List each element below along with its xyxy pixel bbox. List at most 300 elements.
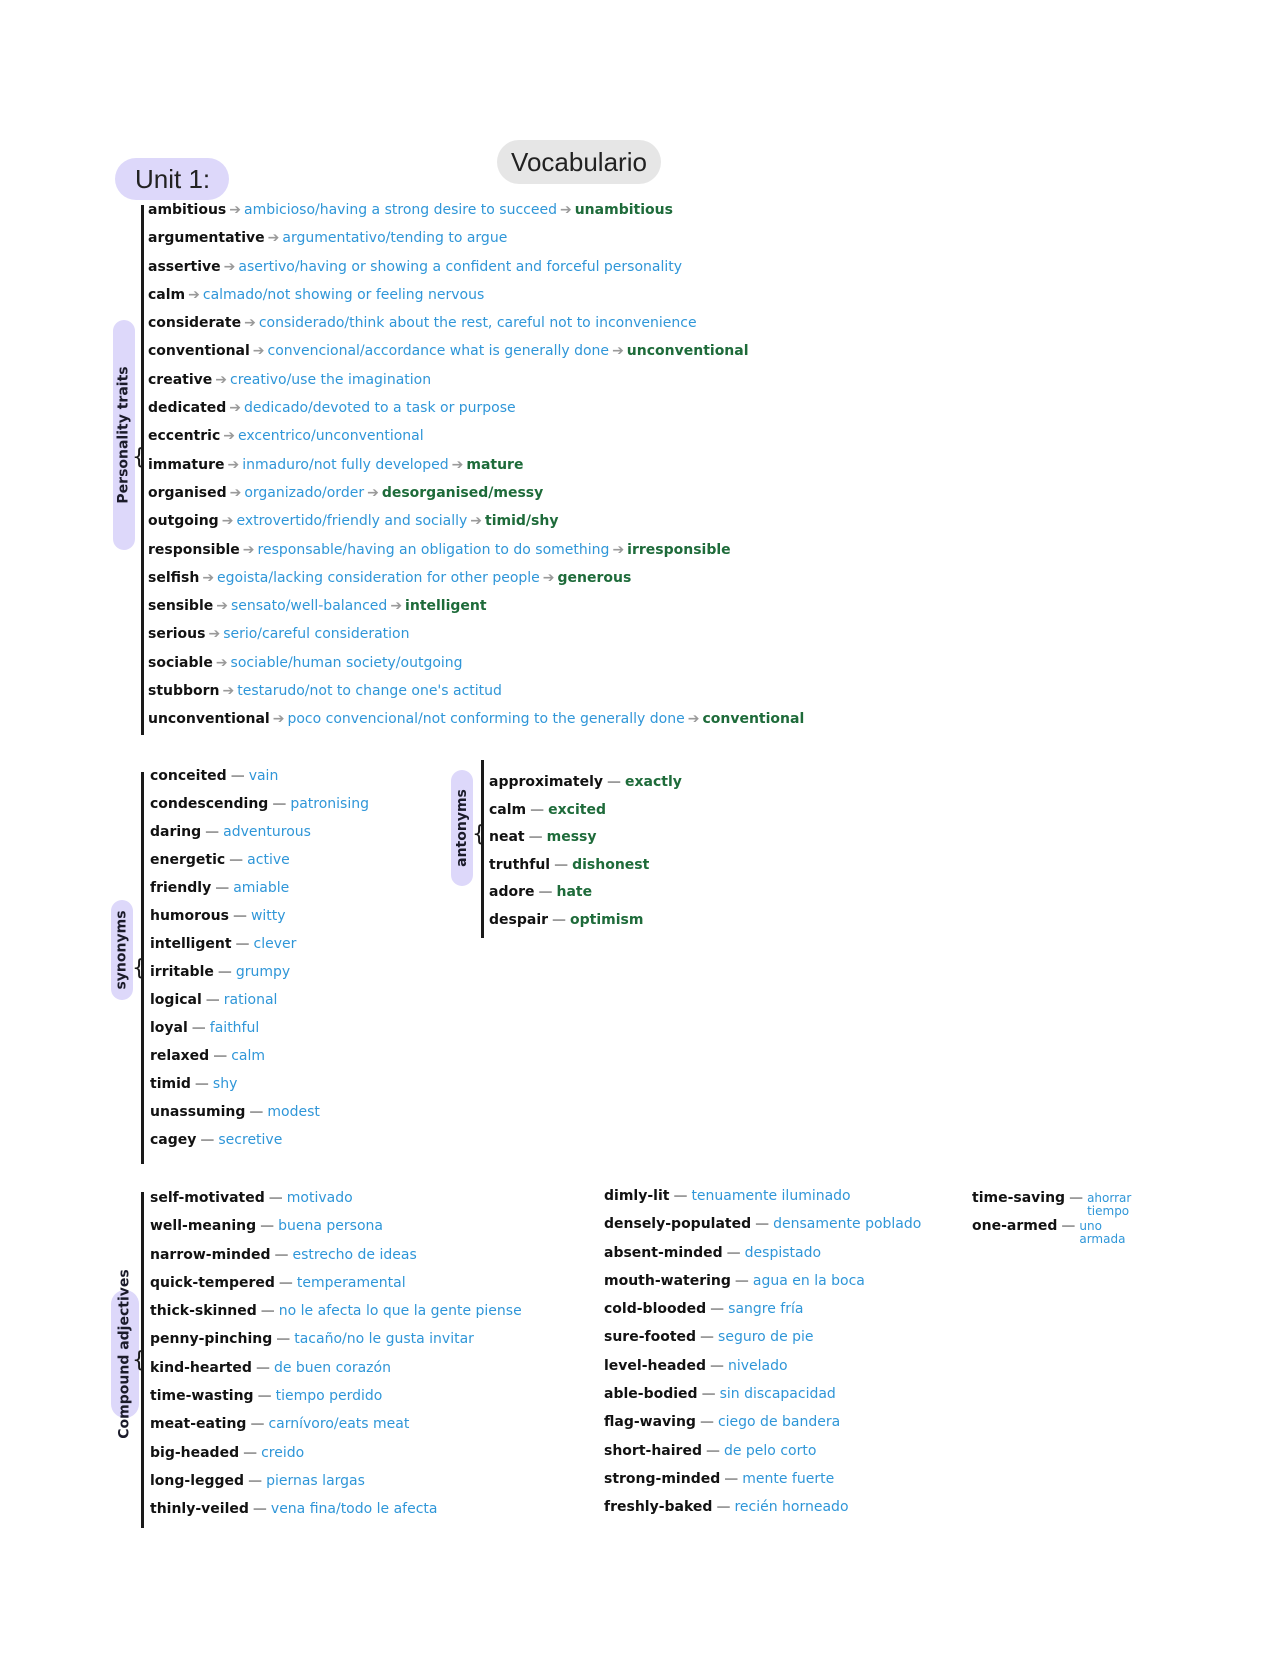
vocab-word: conventional xyxy=(148,343,250,360)
vocab-word: serious xyxy=(148,626,206,643)
vocab-word: energetic xyxy=(150,852,226,868)
definition: sensato/well-balanced xyxy=(230,598,388,615)
antonym: irresponsible xyxy=(627,541,731,558)
section-label-text: antonyms xyxy=(454,789,470,867)
antonym: intelligent xyxy=(405,598,487,615)
vocab-word: able-bodied xyxy=(604,1386,698,1403)
list-item xyxy=(150,1048,369,1076)
dash-separator: — xyxy=(755,1216,770,1233)
definition: recién horneado xyxy=(734,1499,849,1516)
list-item xyxy=(150,1416,522,1444)
vocab-word: unconventional xyxy=(148,711,270,728)
dash-separator: — xyxy=(250,1416,265,1433)
dash-separator: — xyxy=(734,1272,749,1289)
list-item xyxy=(150,824,369,852)
vocab-word: sure-footed xyxy=(604,1329,697,1346)
definition: inmaduro/not fully developed xyxy=(242,456,449,473)
dash-separator: — xyxy=(194,1076,209,1092)
list-item xyxy=(148,711,804,739)
dash-separator: — xyxy=(255,1359,270,1376)
vocab-word: mouth-watering xyxy=(604,1272,731,1289)
list-item xyxy=(148,513,804,541)
arrow-icon: ➔ xyxy=(216,598,228,615)
page-title: Vocabulario xyxy=(497,140,661,184)
antonym: messy xyxy=(546,829,597,845)
arrow-icon: ➔ xyxy=(229,202,241,218)
dash-separator: — xyxy=(699,1414,714,1431)
vocab-word: self-motivated xyxy=(150,1190,265,1206)
definition: ambicioso/having a strong desire to succeed xyxy=(244,202,557,218)
arrow-icon: ➔ xyxy=(229,484,242,501)
definition: despistado xyxy=(744,1244,822,1261)
list-item xyxy=(148,542,804,570)
arrow-icon: ➔ xyxy=(221,513,234,530)
dash-separator: — xyxy=(230,768,245,784)
definition: tiempo perdido xyxy=(275,1388,383,1405)
definition: tenuamente iluminado xyxy=(691,1188,851,1204)
list-item xyxy=(150,796,369,824)
vocab-word: organised xyxy=(148,484,227,501)
definition: serio/careful consideration xyxy=(223,626,410,643)
dash-separator: — xyxy=(528,829,543,845)
list-item xyxy=(604,1301,921,1329)
list-item xyxy=(148,315,804,343)
dash-separator: — xyxy=(724,1470,739,1487)
dash-separator: — xyxy=(726,1244,741,1261)
arrow-icon: ➔ xyxy=(208,626,221,643)
section-label-text: Personality traits xyxy=(116,366,132,504)
list-item xyxy=(604,1414,921,1442)
dash-separator: — xyxy=(243,1444,258,1461)
vocab-word: condescending xyxy=(150,796,269,812)
vocab-word: sociable xyxy=(148,654,213,671)
list-item xyxy=(148,259,804,287)
vocab-word: one-armed xyxy=(972,1218,1058,1235)
unit-label: Unit 1: xyxy=(115,158,229,200)
vocab-word: time-saving xyxy=(972,1190,1066,1206)
compound-list-1 xyxy=(150,1190,522,1530)
list-item xyxy=(489,802,682,830)
list-item xyxy=(972,1218,1131,1246)
dash-separator: — xyxy=(229,852,244,868)
definition: active xyxy=(247,852,290,868)
vocab-word: outgoing xyxy=(148,513,219,530)
definition: creativo/use the imagination xyxy=(230,371,432,388)
list-item xyxy=(489,884,682,912)
dash-separator: — xyxy=(248,1472,263,1489)
definition-line: uno xyxy=(1079,1219,1102,1234)
list-item xyxy=(150,1501,522,1529)
dash-separator: — xyxy=(700,1329,715,1346)
definition: seguro de pie xyxy=(718,1329,814,1346)
antonym: timid/shy xyxy=(485,513,559,530)
vocab-word: thinly-veiled xyxy=(150,1501,249,1518)
list-item xyxy=(148,457,804,485)
definition: tacaño/no le gusta invitar xyxy=(294,1331,474,1348)
definition: creido xyxy=(261,1444,305,1461)
vocab-word: densely-populated xyxy=(604,1216,752,1233)
dash-separator: — xyxy=(278,1274,293,1291)
list-item xyxy=(150,908,369,936)
antonym: exactly xyxy=(625,774,682,790)
definition: carnívoro/eats meat xyxy=(268,1416,410,1433)
antonym: excited xyxy=(548,801,606,818)
arrow-icon: ➔ xyxy=(559,202,572,218)
vocab-word: narrow-minded xyxy=(150,1246,271,1263)
definition: extrovertido/friendly and socially xyxy=(236,513,468,530)
list-item xyxy=(604,1216,921,1244)
list-item xyxy=(150,964,369,992)
list-item xyxy=(150,1473,522,1501)
list-item xyxy=(604,1443,921,1471)
definition: estrecho de ideas xyxy=(292,1246,417,1263)
definition: amiable xyxy=(233,880,290,896)
vocab-word: long-legged xyxy=(150,1472,245,1489)
vocab-word: responsible xyxy=(148,541,240,558)
compound-list-2 xyxy=(604,1188,921,1528)
vocab-word: argumentative xyxy=(148,230,265,247)
dash-separator: — xyxy=(257,1388,272,1405)
dash-separator: — xyxy=(552,911,567,928)
list-item xyxy=(148,570,804,598)
section-brace-traits: { xyxy=(132,445,146,470)
arrow-icon: ➔ xyxy=(188,286,200,303)
vocab-word: flag-waving xyxy=(604,1414,696,1431)
arrow-icon: ➔ xyxy=(229,400,242,417)
dash-separator: — xyxy=(268,1190,283,1206)
definition: vena fina/todo le afecta xyxy=(270,1501,438,1518)
arrow-icon: ➔ xyxy=(227,456,240,473)
vocab-word: humorous xyxy=(150,908,229,924)
definition: de pelo corto xyxy=(723,1442,817,1459)
vocab-word: daring xyxy=(150,824,202,840)
list-item xyxy=(150,1331,522,1359)
list-item xyxy=(150,1303,522,1331)
definition: sociable/human society/outgoing xyxy=(230,654,463,671)
vocab-word: unassuming xyxy=(150,1104,246,1120)
definition: responsable/having an obligation to do something xyxy=(257,541,610,558)
list-item xyxy=(972,1190,1131,1218)
antonym: hate xyxy=(556,884,593,900)
definition xyxy=(1079,1220,1125,1246)
vocab-word: friendly xyxy=(150,880,212,896)
arrow-icon: ➔ xyxy=(242,541,255,558)
vocab-word: time-wasting xyxy=(150,1388,254,1405)
definition: temperamental xyxy=(296,1274,406,1291)
section-label-text: Compound adjectives xyxy=(117,1269,133,1439)
vocab-word: dimly-lit xyxy=(604,1188,670,1204)
vocab-word: loyal xyxy=(150,1020,188,1036)
arrow-icon: ➔ xyxy=(202,569,215,586)
vocab-word: ambitious xyxy=(148,202,227,218)
definition: ciego de bandera xyxy=(717,1414,841,1431)
dash-separator: — xyxy=(191,1020,206,1036)
arrow-icon: ➔ xyxy=(612,343,624,360)
list-item xyxy=(150,992,369,1020)
dash-separator: — xyxy=(213,1048,228,1064)
dash-separator: — xyxy=(607,774,621,790)
dash-separator: — xyxy=(716,1499,731,1516)
dash-separator: — xyxy=(217,964,232,980)
list-item xyxy=(489,857,682,885)
compound-list-3 xyxy=(972,1190,1131,1247)
section-bar-antonyms xyxy=(481,760,484,938)
dash-separator: — xyxy=(274,1246,289,1263)
list-item xyxy=(148,287,804,315)
list-item xyxy=(489,774,682,802)
arrow-icon: ➔ xyxy=(223,428,235,445)
vocab-word: truthful xyxy=(489,856,551,873)
section-brace-compound: { xyxy=(132,1348,146,1373)
vocab-word: selfish xyxy=(148,569,200,586)
dash-separator: — xyxy=(260,1218,275,1235)
list-item xyxy=(604,1386,921,1414)
definition: argumentativo/tending to argue xyxy=(282,230,508,247)
arrow-icon: ➔ xyxy=(542,569,555,586)
dash-separator: — xyxy=(205,992,220,1008)
vocab-word: calm xyxy=(148,286,186,303)
definition: faithful xyxy=(209,1020,260,1036)
vocab-word: eccentric xyxy=(148,428,221,445)
synonyms-list xyxy=(150,768,369,1160)
list-item xyxy=(604,1273,921,1301)
arrow-icon: ➔ xyxy=(451,456,464,473)
definition: convencional/accordance what is generally done xyxy=(267,343,610,360)
list-item xyxy=(604,1471,921,1499)
definition: buena persona xyxy=(278,1218,383,1235)
list-item xyxy=(148,372,804,400)
section-label-text: synonyms xyxy=(114,910,130,990)
definition: adventurous xyxy=(223,824,311,840)
definition: secretive xyxy=(218,1132,283,1148)
list-item xyxy=(150,1218,522,1246)
definition: rational xyxy=(223,992,278,1008)
definition-line: ahorrar xyxy=(1087,1191,1132,1205)
arrow-icon: ➔ xyxy=(390,598,403,615)
list-item xyxy=(150,936,369,964)
arrow-icon: ➔ xyxy=(470,513,482,530)
vocab-word: thick-skinned xyxy=(150,1303,257,1320)
list-item xyxy=(148,626,804,654)
section-bar-traits xyxy=(141,205,144,735)
definition: calmado/not showing or feeling nervous xyxy=(202,286,485,303)
dash-separator: — xyxy=(252,1501,267,1518)
arrow-icon: ➔ xyxy=(222,683,235,700)
dash-separator: — xyxy=(1061,1218,1076,1235)
vocab-word: immature xyxy=(148,456,225,473)
list-item xyxy=(150,1076,369,1104)
arrow-icon: ➔ xyxy=(215,371,227,388)
definition: poco convencional/not conforming to the generally done xyxy=(287,711,685,728)
vocab-word: absent-minded xyxy=(604,1244,723,1261)
definition: piernas largas xyxy=(266,1472,365,1489)
vocab-word: strong-minded xyxy=(604,1470,721,1487)
vocab-word: conceited xyxy=(150,768,227,784)
vocab-word: assertive xyxy=(148,258,221,275)
list-item xyxy=(148,485,804,513)
definition: shy xyxy=(212,1076,238,1092)
definition: asertivo/having or showing a confident and forceful personality xyxy=(238,258,683,275)
section-label-synonyms xyxy=(111,900,133,1000)
arrow-icon: ➔ xyxy=(687,711,700,728)
list-item xyxy=(150,1247,522,1275)
list-item xyxy=(604,1358,921,1386)
dash-separator: — xyxy=(538,884,553,900)
list-item xyxy=(148,428,804,456)
definition: de buen corazón xyxy=(273,1359,391,1376)
list-item xyxy=(148,655,804,683)
vocab-word: creative xyxy=(148,371,213,388)
definition: sin discapacidad xyxy=(719,1386,836,1403)
list-item xyxy=(150,1104,369,1132)
list-item xyxy=(604,1245,921,1273)
definition: egoista/lacking consideration for other people xyxy=(217,569,540,586)
vocab-word: neat xyxy=(489,829,525,845)
vocab-word: penny-pinching xyxy=(150,1331,273,1348)
dash-separator: — xyxy=(1069,1190,1084,1206)
vocab-word: timid xyxy=(150,1076,191,1092)
vocab-word: considerate xyxy=(148,315,242,332)
definition: modest xyxy=(267,1104,320,1120)
definition: calm xyxy=(231,1048,266,1064)
antonym: optimism xyxy=(570,911,644,928)
antonym: generous xyxy=(557,569,632,586)
vocab-word: dedicated xyxy=(148,400,227,417)
list-item xyxy=(150,1020,369,1048)
arrow-icon: ➔ xyxy=(367,484,379,501)
definition: agua en la boca xyxy=(752,1272,865,1289)
vocab-word: approximately xyxy=(489,774,603,790)
vocab-word: stubborn xyxy=(148,683,220,700)
antonym: unconventional xyxy=(626,343,749,360)
section-label-traits xyxy=(113,320,135,550)
antonym: conventional xyxy=(702,711,805,728)
dash-separator: — xyxy=(232,908,247,924)
vocab-word: logical xyxy=(150,992,202,1008)
definition: motivado xyxy=(286,1190,353,1206)
definition: patronising xyxy=(290,796,369,812)
dash-separator: — xyxy=(554,856,569,873)
definition: grumpy xyxy=(235,964,291,980)
vocab-word: big-headed xyxy=(150,1444,240,1461)
list-item xyxy=(150,852,369,880)
definition: no le afecta lo que la gente piense xyxy=(278,1303,522,1320)
definition: clever xyxy=(253,936,297,952)
definition: considerado/think about the rest, careful not to inconvenience xyxy=(258,315,697,332)
list-item xyxy=(150,768,369,796)
antonym: dishonest xyxy=(572,856,650,873)
definition: witty xyxy=(250,908,286,924)
vocab-word: despair xyxy=(489,911,549,928)
arrow-icon: ➔ xyxy=(272,711,285,728)
vocab-word: quick-tempered xyxy=(150,1274,275,1291)
list-item xyxy=(150,880,369,908)
arrow-icon: ➔ xyxy=(215,654,228,671)
vocab-word: short-haired xyxy=(604,1442,702,1459)
definition: mente fuerte xyxy=(742,1470,835,1487)
arrow-icon: ➔ xyxy=(252,343,265,360)
definition xyxy=(1087,1192,1131,1218)
dash-separator: — xyxy=(200,1132,215,1148)
dash-separator: — xyxy=(260,1303,275,1320)
vocab-word: meat-eating xyxy=(150,1416,247,1433)
dash-separator: — xyxy=(709,1357,724,1374)
dash-separator: — xyxy=(249,1104,264,1120)
definition-line: armada xyxy=(1079,1232,1126,1247)
definition: densamente poblado xyxy=(773,1216,922,1233)
dash-separator: — xyxy=(276,1331,291,1348)
list-item xyxy=(150,1190,522,1218)
definition: nivelado xyxy=(727,1357,788,1374)
antonyms-list xyxy=(489,774,682,939)
vocab-word: cagey xyxy=(150,1132,197,1148)
definition: testarudo/not to change one's actitud xyxy=(237,683,502,700)
dash-separator: — xyxy=(701,1386,716,1403)
dash-separator: — xyxy=(673,1188,688,1204)
dash-separator: — xyxy=(205,824,220,840)
dash-separator: — xyxy=(272,796,287,812)
list-item xyxy=(489,829,682,857)
dash-separator: — xyxy=(235,936,250,952)
vocab-word: relaxed xyxy=(150,1048,210,1064)
antonym: desorganised/messy xyxy=(381,484,544,501)
list-item xyxy=(148,400,804,428)
section-brace-synonyms: { xyxy=(132,956,146,981)
section-label-antonyms xyxy=(451,770,473,886)
dash-separator: — xyxy=(705,1442,720,1459)
list-item xyxy=(604,1188,921,1216)
definition: dedicado/devoted to a task or purpose xyxy=(244,400,516,417)
vocab-word: adore xyxy=(489,884,535,900)
vocab-word: irritable xyxy=(150,964,214,980)
antonym: mature xyxy=(466,456,524,473)
traits-list xyxy=(148,202,804,740)
vocab-word: calm xyxy=(489,801,527,818)
definition: excentrico/unconventional xyxy=(237,428,424,445)
list-item xyxy=(150,1388,522,1416)
vocab-word: kind-hearted xyxy=(150,1359,252,1376)
list-item xyxy=(150,1132,369,1160)
dash-separator: — xyxy=(215,880,230,896)
dash-separator: — xyxy=(530,801,545,818)
list-item xyxy=(148,683,804,711)
list-item xyxy=(489,912,682,940)
list-item xyxy=(150,1445,522,1473)
vocab-word: freshly-baked xyxy=(604,1499,713,1516)
definition-line: tiempo xyxy=(1087,1204,1130,1218)
arrow-icon: ➔ xyxy=(223,258,236,275)
vocab-word: level-headed xyxy=(604,1357,706,1374)
section-brace-antonyms: { xyxy=(472,822,486,847)
definition: vain xyxy=(248,768,279,784)
arrow-icon: ➔ xyxy=(244,315,256,332)
list-item xyxy=(150,1275,522,1303)
vocab-word: well-meaning xyxy=(150,1218,257,1235)
arrow-icon: ➔ xyxy=(267,230,280,247)
list-item xyxy=(604,1499,921,1527)
vocab-word: cold-blooded xyxy=(604,1301,707,1318)
arrow-icon: ➔ xyxy=(612,541,625,558)
dash-separator: — xyxy=(710,1301,725,1318)
list-item xyxy=(150,1360,522,1388)
vocab-word: sensible xyxy=(148,598,214,615)
list-item xyxy=(148,598,804,626)
vocab-word: intelligent xyxy=(150,936,232,952)
list-item xyxy=(148,343,804,371)
definition: sangre fría xyxy=(728,1301,804,1318)
list-item xyxy=(604,1329,921,1357)
antonym: unambitious xyxy=(574,202,673,218)
